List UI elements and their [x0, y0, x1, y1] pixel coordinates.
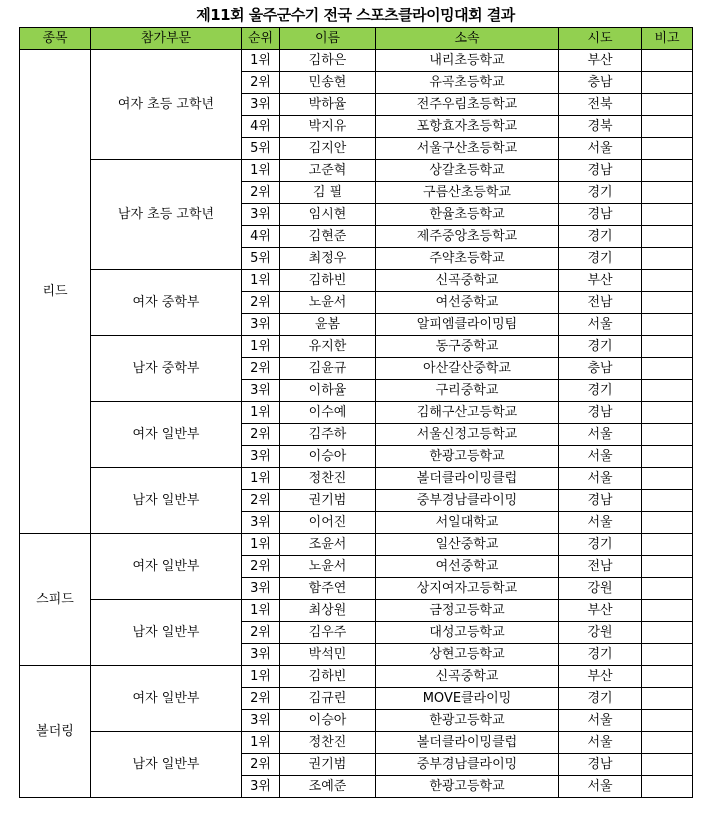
- note-cell: [642, 710, 693, 732]
- region-cell: 강원: [559, 578, 642, 600]
- rank-cell: 1위: [242, 468, 280, 490]
- header-division: 참가부문: [91, 28, 242, 50]
- rank-cell: 2위: [242, 688, 280, 710]
- division-cell: 여자 초등 고학년: [91, 50, 242, 160]
- note-cell: [642, 248, 693, 270]
- rank-cell: 1위: [242, 600, 280, 622]
- affiliation-cell: 대성고등학교: [376, 622, 559, 644]
- note-cell: [642, 226, 693, 248]
- name-cell: 박하율: [280, 94, 376, 116]
- name-cell: 김하빈: [280, 270, 376, 292]
- affiliation-cell: 상갈초등학교: [376, 160, 559, 182]
- affiliation-cell: 전주우림초등학교: [376, 94, 559, 116]
- note-cell: [642, 402, 693, 424]
- division-cell: 여자 일반부: [91, 666, 242, 732]
- sport-cell: 볼더링: [20, 666, 91, 798]
- region-cell: 서울: [559, 732, 642, 754]
- note-cell: [642, 72, 693, 94]
- table-row: [20, 50, 693, 72]
- rank-cell: 3위: [242, 380, 280, 402]
- name-cell: 함주연: [280, 578, 376, 600]
- region-cell: 경남: [559, 160, 642, 182]
- rank-cell: 2위: [242, 182, 280, 204]
- name-cell: 유지한: [280, 336, 376, 358]
- note-cell: [642, 490, 693, 512]
- rank-cell: 1위: [242, 270, 280, 292]
- region-cell: 서울: [559, 314, 642, 336]
- sport-cell: 리드: [20, 50, 91, 534]
- affiliation-cell: 서울구산초등학교: [376, 138, 559, 160]
- name-cell: 김우주: [280, 622, 376, 644]
- rank-cell: 2위: [242, 358, 280, 380]
- note-cell: [642, 556, 693, 578]
- division-cell: 남자 일반부: [91, 468, 242, 534]
- name-cell: 김하빈: [280, 666, 376, 688]
- region-cell: 서울: [559, 424, 642, 446]
- note-cell: [642, 292, 693, 314]
- note-cell: [642, 644, 693, 666]
- rank-cell: 2위: [242, 556, 280, 578]
- region-cell: 경기: [559, 182, 642, 204]
- rank-cell: 3위: [242, 710, 280, 732]
- region-cell: 경남: [559, 204, 642, 226]
- header-sport: 종목: [20, 28, 91, 50]
- affiliation-cell: 아산갈산중학교: [376, 358, 559, 380]
- header-region: 시도: [559, 28, 642, 50]
- note-cell: [642, 666, 693, 688]
- note-cell: [642, 160, 693, 182]
- region-cell: 서울: [559, 776, 642, 798]
- region-cell: 경기: [559, 644, 642, 666]
- page-title: 제11회 울주군수기 전국 스포츠클라이밍대회 결과: [196, 6, 515, 24]
- name-cell: 임시현: [280, 204, 376, 226]
- name-cell: 고준혁: [280, 160, 376, 182]
- affiliation-cell: 포항효자초등학교: [376, 116, 559, 138]
- affiliation-cell: 한광고등학교: [376, 710, 559, 732]
- region-cell: 경남: [559, 402, 642, 424]
- rank-cell: 2위: [242, 490, 280, 512]
- region-cell: 경기: [559, 248, 642, 270]
- name-cell: 조예준: [280, 776, 376, 798]
- note-cell: [642, 688, 693, 710]
- region-cell: 부산: [559, 270, 642, 292]
- rank-cell: 3위: [242, 204, 280, 226]
- region-cell: 서울: [559, 446, 642, 468]
- region-cell: 경기: [559, 226, 642, 248]
- rank-cell: 1위: [242, 534, 280, 556]
- name-cell: 정찬진: [280, 468, 376, 490]
- rank-cell: 3위: [242, 578, 280, 600]
- note-cell: [642, 336, 693, 358]
- sport-cell: 스피드: [20, 534, 91, 666]
- division-cell: 남자 일반부: [91, 600, 242, 666]
- affiliation-cell: 중부경남클라이밍: [376, 754, 559, 776]
- affiliation-cell: 신곡중학교: [376, 666, 559, 688]
- header-rank: 순위: [242, 28, 280, 50]
- name-cell: 최상원: [280, 600, 376, 622]
- name-cell: 노윤서: [280, 292, 376, 314]
- name-cell: 노윤서: [280, 556, 376, 578]
- note-cell: [642, 578, 693, 600]
- rank-cell: 2위: [242, 292, 280, 314]
- affiliation-cell: 동구중학교: [376, 336, 559, 358]
- note-cell: [642, 138, 693, 160]
- name-cell: 민송현: [280, 72, 376, 94]
- affiliation-cell: 볼더클라이밍클럽: [376, 732, 559, 754]
- note-cell: [642, 622, 693, 644]
- affiliation-cell: 서울신정고등학교: [376, 424, 559, 446]
- region-cell: 부산: [559, 600, 642, 622]
- affiliation-cell: 김해구산고등학교: [376, 402, 559, 424]
- affiliation-cell: 일산중학교: [376, 534, 559, 556]
- region-cell: 경기: [559, 534, 642, 556]
- division-cell: 여자 일반부: [91, 402, 242, 468]
- rank-cell: 1위: [242, 336, 280, 358]
- results-table: [19, 27, 693, 798]
- name-cell: 김규린: [280, 688, 376, 710]
- affiliation-cell: 알피엠클라이밍팀: [376, 314, 559, 336]
- name-cell: 김하은: [280, 50, 376, 72]
- rank-cell: 3위: [242, 94, 280, 116]
- note-cell: [642, 776, 693, 798]
- affiliation-cell: 구름산초등학교: [376, 182, 559, 204]
- rank-cell: 5위: [242, 248, 280, 270]
- affiliation-cell: 내리초등학교: [376, 50, 559, 72]
- affiliation-cell: 금정고등학교: [376, 600, 559, 622]
- rank-cell: 1위: [242, 160, 280, 182]
- region-cell: 충남: [559, 72, 642, 94]
- name-cell: 권기범: [280, 754, 376, 776]
- note-cell: [642, 50, 693, 72]
- rank-cell: 2위: [242, 72, 280, 94]
- note-cell: [642, 424, 693, 446]
- table-row: [20, 468, 693, 490]
- header-name: 이름: [280, 28, 376, 50]
- header-note: 비고: [642, 28, 693, 50]
- region-cell: 경북: [559, 116, 642, 138]
- region-cell: 전남: [559, 556, 642, 578]
- name-cell: 윤봄: [280, 314, 376, 336]
- division-cell: 남자 초등 고학년: [91, 160, 242, 270]
- table-row: [20, 534, 693, 556]
- rank-cell: 1위: [242, 402, 280, 424]
- name-cell: 조윤서: [280, 534, 376, 556]
- note-cell: [642, 94, 693, 116]
- name-cell: 김주하: [280, 424, 376, 446]
- name-cell: 김 필: [280, 182, 376, 204]
- name-cell: 이하율: [280, 380, 376, 402]
- rank-cell: 1위: [242, 732, 280, 754]
- table-row: [20, 600, 693, 622]
- affiliation-cell: 주약초등학교: [376, 248, 559, 270]
- note-cell: [642, 732, 693, 754]
- note-cell: [642, 754, 693, 776]
- name-cell: 김현준: [280, 226, 376, 248]
- rank-cell: 1위: [242, 666, 280, 688]
- affiliation-cell: 신곡중학교: [376, 270, 559, 292]
- region-cell: 경기: [559, 688, 642, 710]
- affiliation-cell: 상현고등학교: [376, 644, 559, 666]
- affiliation-cell: 상지여자고등학교: [376, 578, 559, 600]
- note-cell: [642, 468, 693, 490]
- note-cell: [642, 380, 693, 402]
- name-cell: 이승아: [280, 710, 376, 732]
- name-cell: 김윤규: [280, 358, 376, 380]
- note-cell: [642, 182, 693, 204]
- note-cell: [642, 512, 693, 534]
- rank-cell: 2위: [242, 424, 280, 446]
- name-cell: 이수예: [280, 402, 376, 424]
- note-cell: [642, 116, 693, 138]
- division-cell: 남자 중학부: [91, 336, 242, 402]
- affiliation-cell: 유곡초등학교: [376, 72, 559, 94]
- affiliation-cell: 여선중학교: [376, 292, 559, 314]
- name-cell: 권기범: [280, 490, 376, 512]
- region-cell: 경남: [559, 754, 642, 776]
- region-cell: 부산: [559, 50, 642, 72]
- affiliation-cell: 서일대학교: [376, 512, 559, 534]
- table-row: [20, 666, 693, 688]
- rank-cell: 3위: [242, 314, 280, 336]
- header-affiliation: 소속: [376, 28, 559, 50]
- region-cell: 서울: [559, 710, 642, 732]
- rank-cell: 3위: [242, 512, 280, 534]
- affiliation-cell: 한광고등학교: [376, 446, 559, 468]
- header-row: [20, 28, 693, 50]
- rank-cell: 5위: [242, 138, 280, 160]
- note-cell: [642, 534, 693, 556]
- region-cell: 강원: [559, 622, 642, 644]
- rank-cell: 2위: [242, 754, 280, 776]
- affiliation-cell: MOVE클라이밍: [376, 688, 559, 710]
- region-cell: 경기: [559, 336, 642, 358]
- rank-cell: 3위: [242, 446, 280, 468]
- rank-cell: 3위: [242, 644, 280, 666]
- affiliation-cell: 중부경남클라이밍: [376, 490, 559, 512]
- division-cell: 여자 일반부: [91, 534, 242, 600]
- results-body: [20, 50, 693, 798]
- region-cell: 서울: [559, 512, 642, 534]
- affiliation-cell: 제주중앙초등학교: [376, 226, 559, 248]
- table-row: [20, 732, 693, 754]
- note-cell: [642, 358, 693, 380]
- note-cell: [642, 600, 693, 622]
- table-row: [20, 336, 693, 358]
- name-cell: 김지안: [280, 138, 376, 160]
- region-cell: 충남: [559, 358, 642, 380]
- region-cell: 서울: [559, 138, 642, 160]
- affiliation-cell: 여선중학교: [376, 556, 559, 578]
- affiliation-cell: 구리중학교: [376, 380, 559, 402]
- table-row: [20, 160, 693, 182]
- division-cell: 남자 일반부: [91, 732, 242, 798]
- region-cell: 경남: [559, 490, 642, 512]
- rank-cell: 3위: [242, 776, 280, 798]
- affiliation-cell: 한율초등학교: [376, 204, 559, 226]
- rank-cell: 4위: [242, 226, 280, 248]
- note-cell: [642, 314, 693, 336]
- note-cell: [642, 204, 693, 226]
- rank-cell: 2위: [242, 622, 280, 644]
- name-cell: 이승아: [280, 446, 376, 468]
- affiliation-cell: 한광고등학교: [376, 776, 559, 798]
- rank-cell: 1위: [242, 50, 280, 72]
- region-cell: 부산: [559, 666, 642, 688]
- name-cell: 박석민: [280, 644, 376, 666]
- affiliation-cell: 볼더클라이밍클럽: [376, 468, 559, 490]
- name-cell: 최정우: [280, 248, 376, 270]
- region-cell: 전북: [559, 94, 642, 116]
- name-cell: 박지유: [280, 116, 376, 138]
- table-row: [20, 402, 693, 424]
- region-cell: 서울: [559, 468, 642, 490]
- name-cell: 이어진: [280, 512, 376, 534]
- name-cell: 정찬진: [280, 732, 376, 754]
- region-cell: 경기: [559, 380, 642, 402]
- note-cell: [642, 446, 693, 468]
- rank-cell: 4위: [242, 116, 280, 138]
- table-row: [20, 270, 693, 292]
- note-cell: [642, 270, 693, 292]
- region-cell: 전남: [559, 292, 642, 314]
- division-cell: 여자 중학부: [91, 270, 242, 336]
